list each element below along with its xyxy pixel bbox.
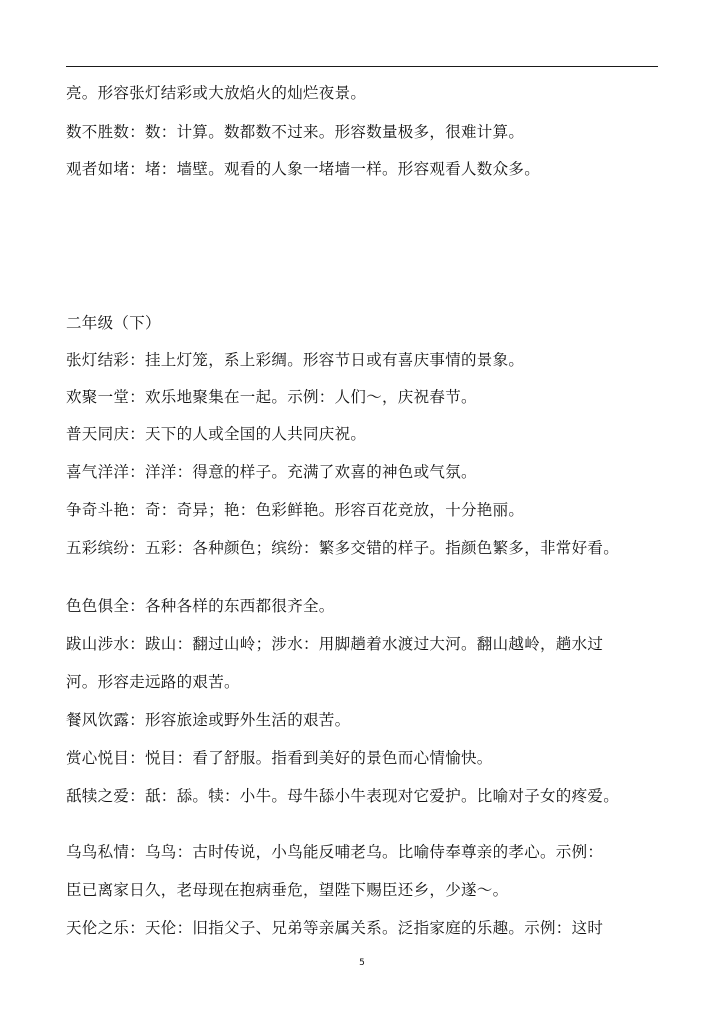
text-line: 色色俱全：各种各样的东西都很齐全。 bbox=[66, 597, 335, 615]
text-line: 亮。形容张灯结彩或大放焰火的灿烂夜景。 bbox=[66, 84, 367, 102]
text-line: 欢聚一堂：欢乐地聚集在一起。示例：人们～，庆祝春节。 bbox=[66, 388, 477, 406]
text-line: 数不胜数：数：计算。数都数不过来。形容数量极多，很难计算。 bbox=[66, 123, 525, 141]
text-line: 臣已离家日久，老母现在抱病垂危，望陛下赐臣还乡，少遂～。 bbox=[66, 881, 509, 899]
text-line: 跋山涉水：跋山：翻过山岭；涉水：用脚趟着水渡过大河。翻山越岭，趟水过 bbox=[66, 635, 604, 653]
text-line: 餐风饮露：形容旅途或野外生活的艰苦。 bbox=[66, 711, 351, 729]
page-number: 5 bbox=[359, 958, 365, 968]
text-line: 乌鸟私情：乌鸟：古时传说，小鸟能反哺老乌。比喻侍奉尊亲的孝心。示例： bbox=[66, 843, 604, 861]
text-line: 张灯结彩：挂上灯笼，系上彩绸。形容节日或有喜庆事情的景象。 bbox=[66, 351, 525, 369]
header-rule bbox=[66, 66, 658, 67]
text-line: 河。形容走远路的艰苦。 bbox=[66, 673, 240, 691]
text-line: 赏心悦目：悦目：看了舒服。指看到美好的景色而心情愉快。 bbox=[66, 749, 493, 767]
section-heading: 二年级（下） bbox=[66, 314, 161, 332]
text-line: 喜气洋洋：洋洋：得意的样子。充满了欢喜的神色或气氛。 bbox=[66, 463, 477, 481]
text-line: 天伦之乐：天伦：旧指父子、兄弟等亲属关系。泛指家庭的乐趣。示例：这时 bbox=[66, 919, 604, 937]
text-line: 争奇斗艳：奇：奇异；艳：色彩鲜艳。形容百花竞放，十分艳丽。 bbox=[66, 501, 525, 519]
text-line: 舐犊之爱：舐：舔。犊：小牛。母牛舔小牛表现对它爱护。比喻对子女的疼爱。 bbox=[66, 787, 620, 805]
text-line: 五彩缤纷：五彩：各种颜色；缤纷：繁多交错的样子。指颜色繁多，非常好看。 bbox=[66, 539, 620, 557]
text-line: 普天同庆：天下的人或全国的人共同庆祝。 bbox=[66, 425, 367, 443]
text-line: 观者如堵：堵：墙壁。观看的人象一堵墙一样。形容观看人数众多。 bbox=[66, 160, 541, 178]
